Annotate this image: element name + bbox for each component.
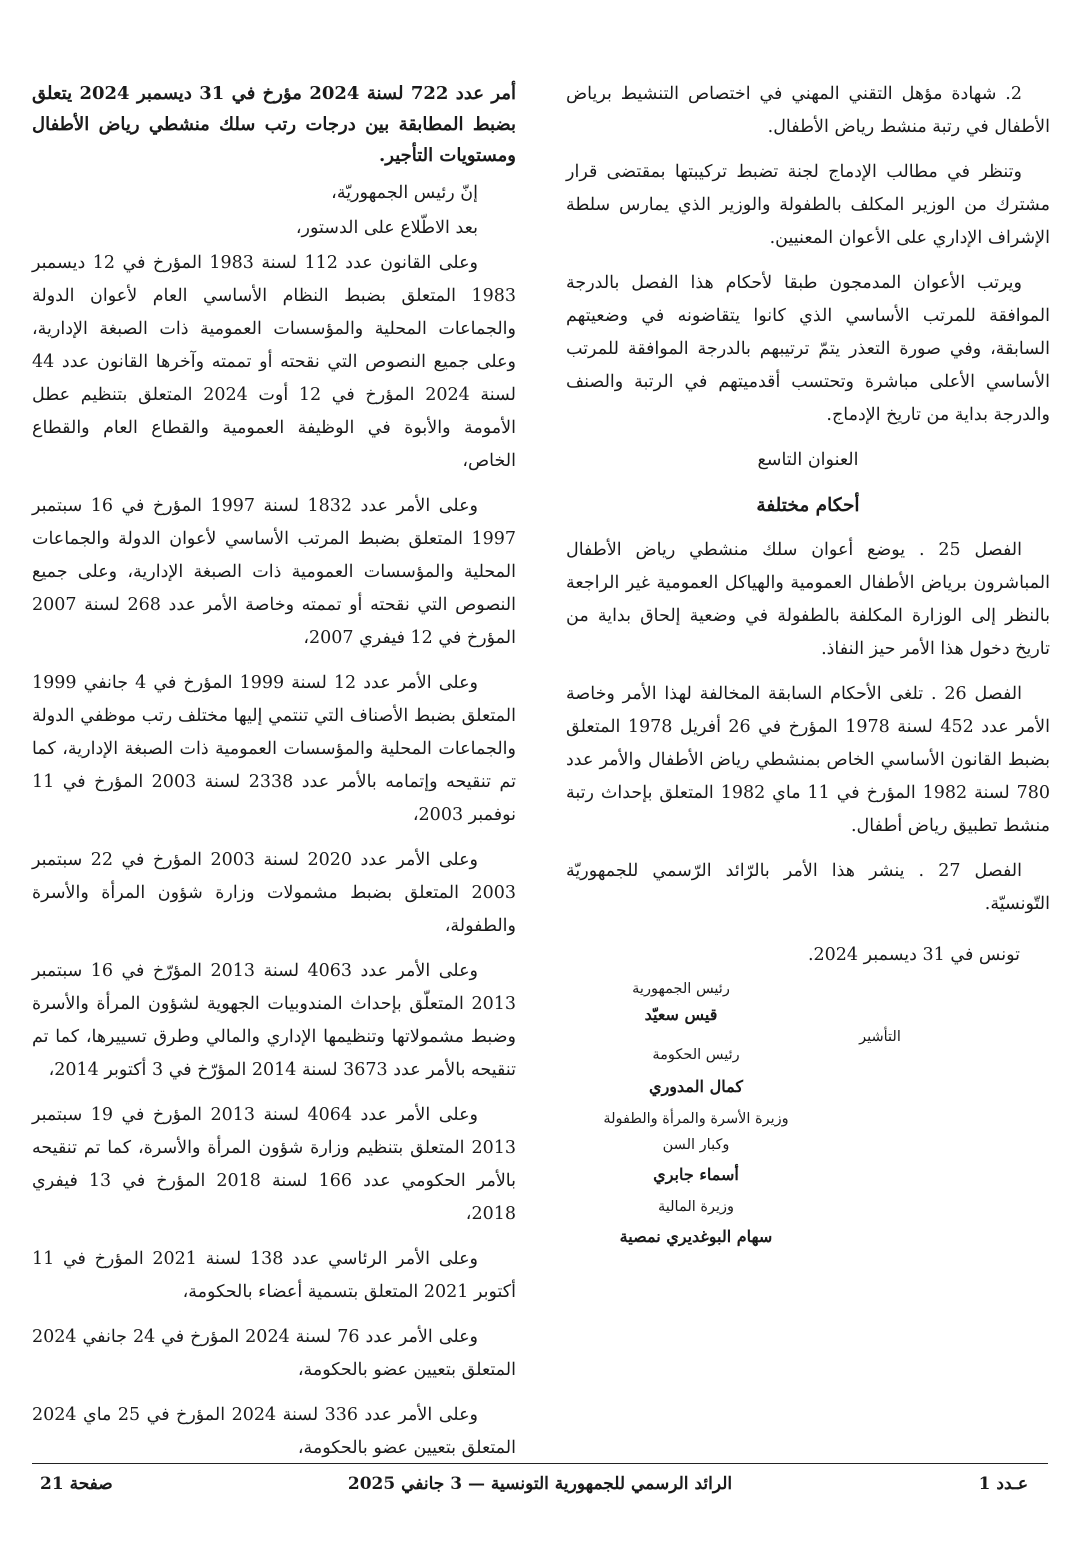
section-title: أحكام مختلفة	[756, 495, 860, 516]
president-name: قيس سعيّد	[644, 1005, 718, 1024]
finance-minister-title: وزيرة المالية	[657, 1199, 735, 1215]
page-number: صفحة 21	[40, 1474, 113, 1494]
president-title: رئيس الجمهورية	[632, 981, 730, 997]
family-minister-name: أسماء جابري	[653, 1165, 739, 1184]
visa-6: وعلى الأمر عدد 4064 لسنة 2013 المؤرخ في 19 سبتمبر 2013 المتعلق بتنظيم وزارة شؤون المرأة والأسرة، كما تم تنقيحه بالأمر الحكومي عدد 166 لسنة 2018 المؤرخ في 13 فيفري 2018،	[32, 1105, 516, 1224]
family-minister-title-2: وكبار السن	[662, 1137, 730, 1153]
signatures	[566, 981, 1050, 1284]
page-footer	[32, 1474, 1048, 1504]
constitution-visa: بعد الاطّلاع على الدستور،	[295, 218, 478, 238]
visa-2: وعلى الأمر عدد 1832 لسنة 1997 المؤرخ في 16 سبتمبر 1997 المتعلق بضبط المرتب الأساسي لأعوان الدولة والجماعات المحلية والمؤسسات العمومية ذات الصبغة الإدارية، وعلى جميع النصوص التي نقحته أو تممته وخاصة الأمر عدد 268 لسنة 2007 المؤرخ في 12 فيفري 2007،	[32, 496, 517, 648]
pm-name: كمال المدوري	[649, 1077, 743, 1096]
city-date: تونس في 31 ديسمبر 2024.	[807, 945, 1020, 965]
gazette-title: الرائد الرسمي للجمهورية التونسية — 3 جانفي 2025	[347, 1474, 733, 1494]
left-column	[32, 78, 516, 1477]
finance-minister-name: سهام البوغديري نمصية	[619, 1227, 773, 1246]
footer-rule	[32, 1463, 1048, 1464]
president-preamble: إنّ رئيس الجمهوريّة،	[331, 183, 478, 203]
section-heading: العنوان التاسع	[757, 450, 859, 470]
issue-number: عـدد 1	[978, 1474, 1028, 1494]
paragraph-ranking: ويرتب الأعوان المدمجون طبقا لأحكام هذا الفصل بالدرجة الموافقة للمرتب الأساسي الذي كانوا يتقاضونه في وضعيتهم السابقة، وفي صورة التعذر يتمّ ترتيبهم بالدرجة الموافقة للمرتب الأساسي الأعلى مباشرة وتحتسب أقدميتهم في الرتبة والصنف والدرجة بداية من تاريخ الإدماج.	[566, 273, 1050, 425]
countersign-label: التأشير	[859, 1029, 901, 1045]
visa-3: وعلى الأمر عدد 12 لسنة 1999 المؤرخ في 4 جانفي 1999 المتعلق بضبط الأصناف التي تنتمي إليها مختلف رتب موظفي الدولة والجماعات المحلية والمؤسسات العمومية ذات الصبغة الإدارية، كما تم تنقيحه وإتمامه بالأمر عدد 2338 لسنة 2003 المؤرخ في 11 نوفمبر 2003،	[32, 673, 516, 825]
visa-4: وعلى الأمر عدد 2020 لسنة 2003 المؤرخ في 22 سبتمبر 2003 المتعلق بضبط مشمولات وزارة شؤون المرأة والأسرة والطفولة،	[32, 850, 516, 936]
visa-9: وعلى الأمر عدد 336 لسنة 2024 المؤرخ في 25 ماي 2024 المتعلق بتعيين عضو بالحكومة،	[32, 1405, 516, 1458]
article-27: الفصل 27 . ينشر هذا الأمر بالرّائد الرّسمي للجمهوريّة التّونسيّة.	[566, 861, 1050, 914]
visa-7: وعلى الأمر الرئاسي عدد 138 لسنة 2021 المؤرخ في 11 أكتوبر 2021 المتعلق بتسمية أعضاء بالحكومة،	[32, 1249, 516, 1302]
article-25: الفصل 25 . يوضع أعوان سلك منشطي رياض الأطفال المباشرون برياض الأطفال العمومية والهياكل العمومية غير الراجعة بالنظر إلى الوزارة المكلفة بالطفولة في وضعية إلحاق بداية من تاريخ دخول هذا الأمر حيز النفاذ.	[566, 540, 1050, 659]
article-26: الفصل 26 . تلغى الأحكام السابقة المخالفة لهذا الأمر وخاصة الأمر عدد 452 لسنة 1978 المؤرخ في 26 أفريل 1978 المتعلق بضبط القانون الأساسي الخاص بمنشطي رياض الأطفال والأمر عدد 780 لسنة 1982 المؤرخ في 11 ماي 1982 المتعلق بإحداث رتبة منشط تطبيق رياض أطفال.	[566, 684, 1051, 836]
family-minister-title-1: وزيرة الأسرة والمرأة والطفولة	[603, 1111, 789, 1127]
pm-title: رئيس الحكومة	[652, 1047, 740, 1063]
decree-title: أمر عدد 722 لسنة 2024 مؤرخ في 31 ديسمبر 2024 يتعلق بضبط المطابقة بين درجات رتب سلك منشطي رياض الأطفال ومستويات التأجير.	[32, 83, 516, 166]
visa-5: وعلى الأمر عدد 4063 لسنة 2013 المؤرّخ في 16 سبتمبر 2013 المتعلّق بإحداث المندوبيات الجهوية لشؤون المرأة والأسرة وضبط مشمولاتها وتنظيمها الإداري والمالي وطرق تسييرها، كما تم تنقيحه بالأمر عدد 3673 لسنة 2014 المؤرّخ في 3 أكتوبر 2014،	[32, 961, 516, 1080]
visa-1: وعلى القانون عدد 112 لسنة 1983 المؤرخ في 12 ديسمبر 1983 المتعلق بضبط النظام الأساسي العام لأعوان الدولة والجماعات المحلية والمؤسسات العمومية ذات الصبغة الإدارية، وعلى جميع النصوص التي نقحته أو تممته وآخرها القانون عدد 44 لسنة 2024 المؤرخ في 12 أوت 2024 المتعلق بتنظيم عطل الأمومة والأبوة في الوظيفة العمومية والقطاع العام والقطاع الخاص،	[32, 253, 517, 471]
visa-8: وعلى الأمر عدد 76 لسنة 2024 المؤرخ في 24 جانفي 2024 المتعلق بتعيين عضو بالحكومة،	[32, 1327, 516, 1380]
ministers-block	[566, 1042, 826, 1250]
paragraph-item-2: 2. شهادة مؤهل التقني المهني في اختصاص التنشيط برياض الأطفال في رتبة منشط رياض الأطفال.	[566, 84, 1050, 137]
president-signature	[566, 976, 796, 1028]
paragraph-committee: وتنظر في مطالب الإدماج لجنة تضبط تركيبتها بمقتضى قرار مشترك من الوزير المكلف بالطفولة والوزير الذي يمارس سلطة الإشراف الإداري على الأعوان المعنيين.	[566, 162, 1050, 248]
right-column	[566, 78, 1050, 1284]
